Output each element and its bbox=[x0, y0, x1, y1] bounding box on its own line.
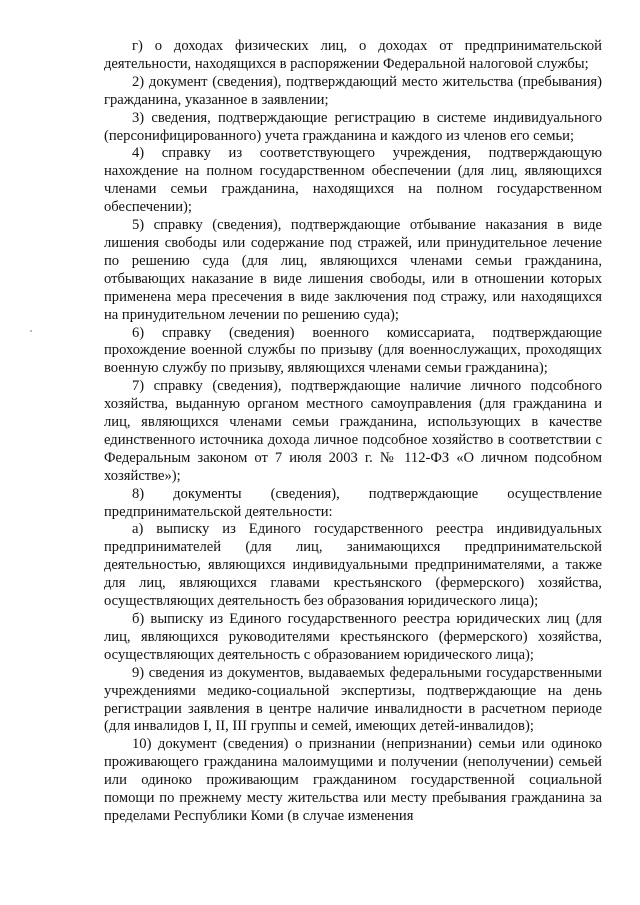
paragraph-item-8a: а) выписку из Единого государственного реестра индивидуальных предпринимателей (для лиц, занимающихся предпринимательской деятельностью, являющихся индивидуальными предпринимателями, а также для лиц, являющихся главами крестьянского (фермерского) хозяйства, осуществляющих деятельность без образования юридического лица); bbox=[104, 521, 602, 610]
paragraph-item-10: 10) документ (сведения) о признании (непризнании) семьи или одиноко проживающего гражданина малоимущими и получении (неполучении) семьей или одиноко проживающим гражданином государственной социальной помощи по прежнему месту жительства или месту пребывания гражданина за пределами Республики Коми (в случае изменения bbox=[104, 736, 602, 824]
paragraph-item-5: 5) справку (сведения), подтверждающие отбывание наказания в виде лишения свободы или содержание под стражей, или принудительное лечение по решению суда (для лиц, являющихся членами семьи гражданина, отбывающих наказание в виде лишения свободы, или в отношении которых применена мера пресечения в виде заключения под стражу, или находящихся на принудительном лечении по решению суда); bbox=[104, 217, 602, 323]
paragraph-item-4: 4) справку из соответствующего учреждения, подтверждающую нахождение на полном государственном обеспечении (для лиц, являющихся членами семьи гражданина, находящихся на полном государственном обеспечении); bbox=[104, 145, 602, 216]
paragraph-item-8: 8) документы (сведения), подтверждающие осуществление предпринимательской деятельности: bbox=[104, 485, 602, 520]
paragraph-item-g-income: г) о доходах физических лиц, о доходах от предпринимательской деятельности, находящихся в распоряжении Федеральной налоговой службы; bbox=[104, 38, 602, 72]
paragraph-item-3: 3) сведения, подтверждающие регистрацию в системе индивидуального (персонифицированного) учета гражданина и каждого из членов его семьи; bbox=[104, 109, 602, 144]
paragraph-item-2: 2) документ (сведения), подтверждающий место жительства (пребывания) гражданина, указанное в заявлении; bbox=[104, 73, 602, 108]
margin-mark bbox=[30, 330, 32, 332]
paragraph-item-9: 9) сведения из документов, выдаваемых федеральными государственными учреждениями медико-социальной экспертизы, подтверждающие на день регистрации заявления в центре наличие инвалидности в расчетном периоде (для инвалидов I, II, III группы и семей, имеющих детей-инвалидов); bbox=[104, 664, 602, 735]
paragraph-item-6: 6) справку (сведения) военного комиссариата, подтверждающие прохождение военной службы по призыву (для военнослужащих, проходящих военную службу по призыву, являющихся членами семьи гражданина); bbox=[104, 324, 602, 377]
paragraph-item-8b: б) выписку из Единого государственного реестра юридических лиц (для лиц, являющихся руководителями крестьянского (фермерского) хозяйства, осуществляющих деятельность с образованием юридического лица); bbox=[104, 611, 602, 663]
document-page bbox=[104, 38, 602, 826]
paragraph-item-7: 7) справку (сведения), подтверждающие наличие личного подсобного хозяйства, выданную органом местного самоуправления (для гражданина и лиц, являющихся членами семьи гражданина, использующих в качестве единственного источника дохода личное подсобное хозяйство в соответствии с Федеральным законом от 7 июля 2003 г. № 112-ФЗ «О личном подсобном хозяйстве»); bbox=[104, 378, 602, 484]
